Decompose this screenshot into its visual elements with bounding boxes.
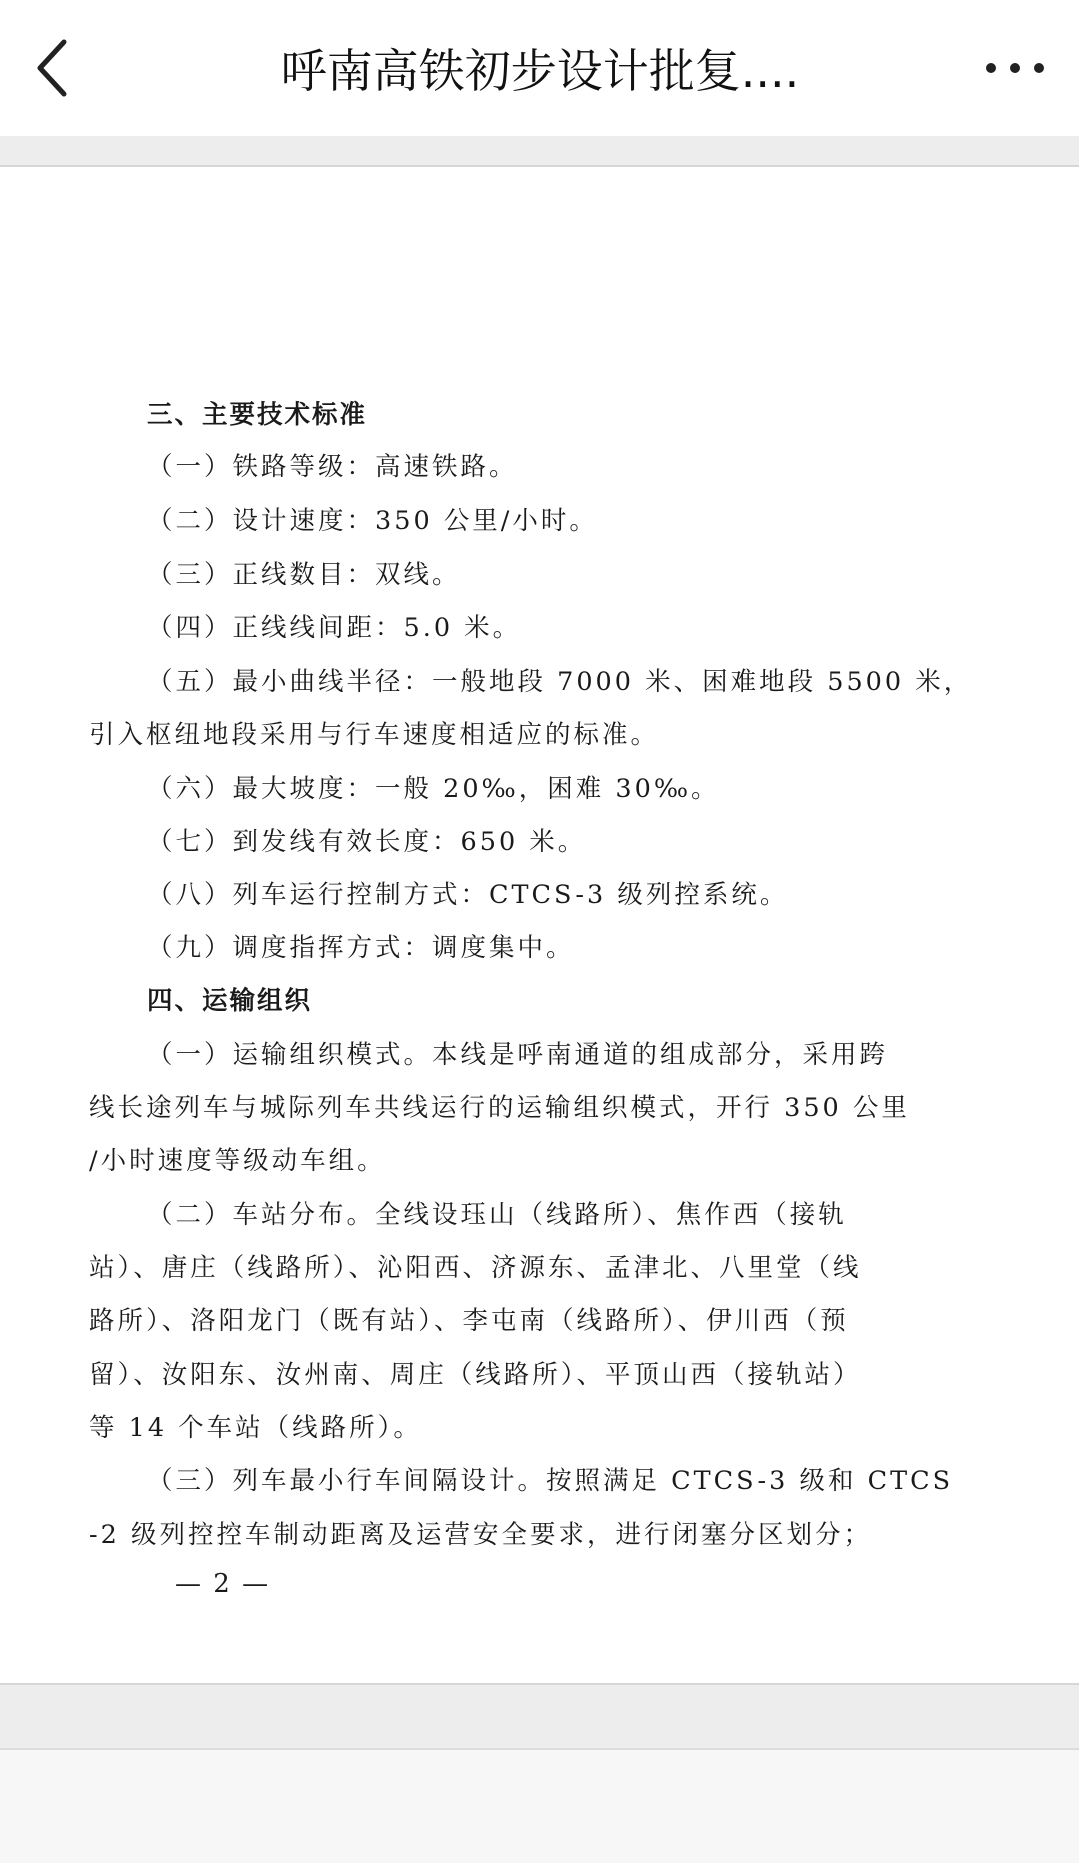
document-line: （三）正线数目：双线。 — [147, 560, 461, 590]
chevron-left-icon — [30, 28, 90, 108]
top-navigation-bar — [0, 0, 1079, 136]
back-button[interactable] — [30, 28, 90, 108]
document-line: （一）铁路等级：高速铁路。 — [147, 452, 518, 482]
next-document-page — [0, 1748, 1079, 1863]
document-line: 留）、汝阳东、汝州南、周庄（线路所）、平顶山西（接轨站） — [89, 1360, 862, 1390]
document-page — [0, 165, 1079, 1685]
document-line: 等 14 个车站（线路所）。 — [89, 1413, 422, 1443]
document-line: /小时速度等级动车组。 — [89, 1146, 386, 1176]
document-line: （五）最小曲线半径：一般地段 7000 米、困难地段 5500 米， — [147, 667, 973, 697]
document-line: （二）设计速度：350 公里/小时。 — [147, 506, 598, 536]
page-title: 呼南高铁初步设计批复.... — [280, 44, 800, 98]
more-horizontal-icon — [975, 40, 1055, 96]
document-line: 路所）、洛阳龙门（既有站）、李屯南（线路所）、伊川西（预 — [89, 1306, 849, 1336]
more-options-button[interactable] — [975, 40, 1055, 96]
document-line: （一）运输组织模式。本线是呼南通道的组成部分，采用跨 — [147, 1040, 889, 1070]
document-line: （三）列车最小行车间隔设计。按照满足 CTCS-3 级和 CTCS — [147, 1466, 954, 1496]
document-line: （九）调度指挥方式：调度集中。 — [147, 933, 575, 963]
document-line: （八）列车运行控制方式：CTCS-3 级列控系统。 — [147, 880, 789, 910]
document-line: 线长途列车与城际列车共线运行的运输组织模式，开行 350 公里 — [89, 1093, 910, 1123]
document-line: （六）最大坡度：一般 20‰，困难 30‰。 — [147, 774, 720, 804]
page-number: — 2 — — [175, 1569, 271, 1599]
document-line: 站）、唐庄（线路所）、沁阳西、济源东、孟津北、八里堂（线 — [89, 1253, 862, 1283]
document-line: -2 级列控控车制动距离及运营安全要求，进行闭塞分区划分； — [89, 1520, 872, 1550]
document-line: （四）正线线间距：5.0 米。 — [147, 613, 522, 643]
document-line: 引入枢纽地段采用与行车速度相适应的标准。 — [89, 720, 660, 750]
document-line: （七）到发线有效长度：650 米。 — [147, 827, 587, 857]
document-line: （二）车站分布。全线设珏山（线路所）、焦作西（接轨 — [147, 1200, 847, 1230]
section-heading: 四、运输组织 — [147, 986, 313, 1016]
section-heading: 三、主要技术标准 — [147, 400, 368, 430]
